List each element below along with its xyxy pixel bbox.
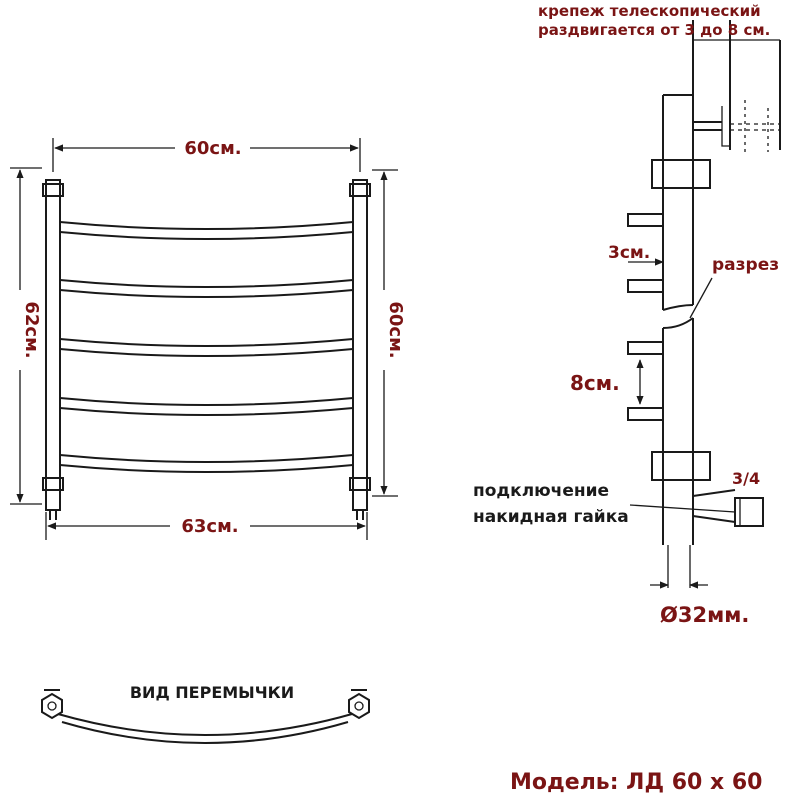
rung — [60, 339, 353, 356]
mount-block-top — [652, 160, 710, 188]
connection-size-label: 3/4 — [732, 469, 761, 488]
model-caption: Модель: ЛД 60 х 60 — [510, 770, 763, 795]
spacing-label: 8см. — [570, 371, 620, 395]
rung — [60, 455, 353, 472]
bridge-title: ВИД ПЕРЕМЫЧКИ — [129, 683, 295, 702]
left-upright — [46, 180, 60, 510]
diameter-label: Ø32мм. — [660, 603, 750, 627]
section-label: разрез — [712, 255, 780, 275]
height-left-label: 62см. — [21, 301, 42, 359]
union-nut — [735, 498, 763, 526]
rung-stub — [628, 342, 663, 354]
height-right-label: 60см. — [385, 301, 406, 359]
side-view — [473, 2, 780, 627]
rung-stub — [628, 408, 663, 420]
gap-label: 3см. — [608, 243, 651, 263]
rung — [60, 398, 353, 415]
width-top-label: 60см. — [184, 138, 242, 159]
mount-note-line1: крепеж телескопический — [538, 2, 761, 20]
connection-label-line2: накидная гайка — [473, 507, 629, 527]
rung-stub — [628, 280, 663, 292]
rung — [60, 222, 353, 239]
mount-block-bottom — [652, 452, 710, 480]
connection-label-line1: подключение — [473, 481, 610, 501]
mount-note-line2: раздвигается от 3 до 8 см. — [538, 21, 771, 39]
rung — [60, 280, 353, 297]
rung-stub — [628, 214, 663, 226]
right-upright — [353, 180, 367, 510]
front-view — [10, 138, 406, 540]
width-bottom-label: 63см. — [181, 516, 239, 537]
bridge-view — [42, 683, 369, 743]
